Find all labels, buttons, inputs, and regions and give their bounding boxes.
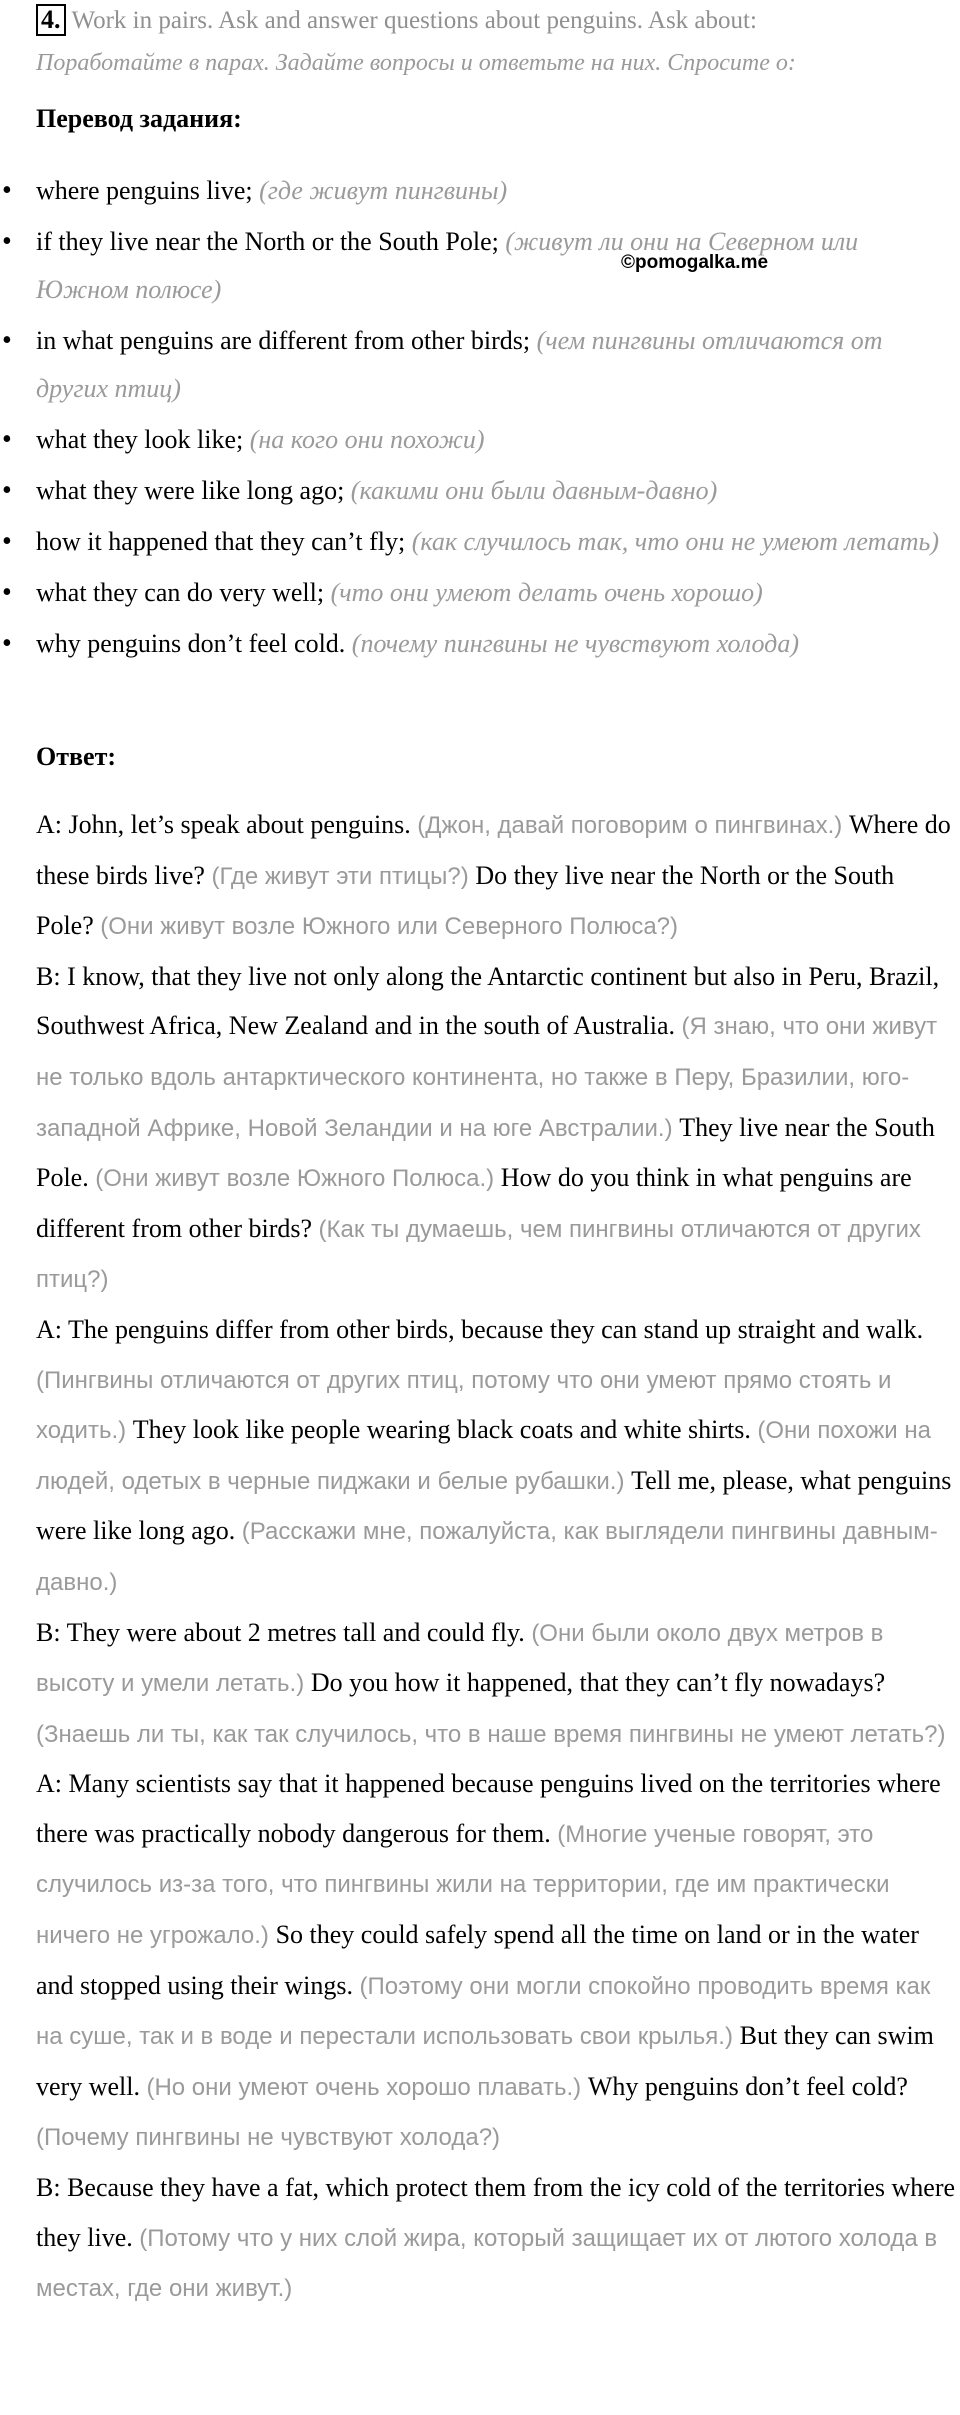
- bullet-translation: (живут ли они на Северном или Южном полюсе): [36, 227, 859, 304]
- dialogue-line: [36, 800, 956, 952]
- translation-text: (Как ты думаешь, чем пингвины отличаются от других птиц?): [36, 1215, 921, 1294]
- translation-text: (Поэтому они могли спокойно проводить время как на суше, так и в воде и перестали использовать свои крылья.): [36, 1972, 931, 2051]
- translation-text: (Многие ученые говорят, это случилось из-за того, что пингвины жили на территории, где им практически ничего не угрожало.): [36, 1820, 890, 1950]
- dialogue: [36, 800, 956, 2314]
- bullet-text: what they were like long ago;: [36, 476, 345, 505]
- english-text: B: I know, that they live not only along the Antarctic continent but also in Peru, Brazil, Southwest Africa, New Zealand and in the south of Australia.: [36, 961, 940, 1041]
- bullet-text: what they can do very well;: [36, 578, 325, 607]
- bullet-translation: (где живут пингвины): [259, 176, 508, 205]
- bullet-item: [36, 518, 946, 566]
- english-text: They look like people wearing black coats and white shirts.: [132, 1415, 758, 1445]
- dialogue-line: [36, 2163, 956, 2314]
- english-text: Where do these birds live?: [36, 810, 951, 890]
- translation-text: (Пингвины отличаются от других птиц, потому что они умеют прямо стоять и ходить.): [36, 1366, 892, 1445]
- bullet-text: where penguins live;: [36, 176, 253, 205]
- task-header: [36, 4, 757, 36]
- translation-text: (Но они умеют очень хорошо плавать.): [146, 2073, 588, 2101]
- bullet-item: [36, 416, 946, 464]
- bullet-translation: (какими они были давным-давно): [350, 476, 718, 505]
- bullet-item: [36, 317, 946, 413]
- english-text: A: John, let’s speak about penguins.: [36, 810, 418, 839]
- bullet-item: [36, 218, 946, 314]
- translation-heading: Перевод задания:: [36, 104, 242, 133]
- english-text: Tell me, please, what penguins were like long ago.: [36, 1465, 952, 1546]
- bullet-item: [36, 569, 946, 617]
- translation-text: (Они похожи на людей, одетых в черные пиджаки и белые рубашки.): [36, 1417, 931, 1495]
- bullet-item: [36, 467, 946, 515]
- english-text: But they can swim very well.: [36, 2021, 934, 2101]
- translation-text: (Они живут возле Южного Полюса.): [95, 1165, 501, 1193]
- translation-text: (Где живут эти птицы?): [211, 862, 476, 890]
- english-text: Do you how it happened, that they can’t fly nowadays?: [310, 1668, 886, 1698]
- translation-text: (Джон, давай поговорим о пингвинах.): [417, 812, 849, 839]
- bullet-list: [36, 167, 946, 671]
- bullet-item: [36, 620, 946, 668]
- english-text: A: The penguins differ from other birds, because they can stand up straight and walk.: [36, 1314, 924, 1344]
- translation-text: (Потому что у них слой жира, который защищает их от лютого холода в местах, где они живут.): [36, 2224, 938, 2303]
- bullet-text: why penguins don’t feel cold.: [36, 629, 346, 658]
- bullet-translation: (чем пингвины отличаются от других птиц): [36, 326, 883, 403]
- english-text: B: They were about 2 metres tall and could fly.: [36, 1617, 532, 1647]
- translation-text: (Почему пингвины не чувствуют холода?): [36, 2124, 501, 2152]
- dialogue-line: [36, 952, 956, 1305]
- bullet-translation: (как случилось так, что они не умеют летать): [411, 527, 939, 556]
- english-text: They live near the South Pole.: [36, 1112, 935, 1193]
- dialogue-line: [36, 1305, 956, 1608]
- translation-text: (Расскажи мне, пожалуйста, как выглядели пингвины давным-давно.): [36, 1518, 938, 1596]
- answer-heading: Ответ:: [36, 742, 117, 771]
- english-text: Why penguins don’t feel cold?: [587, 2071, 908, 2101]
- english-text: B: Because they have a fat, which protect them from the icy cold of the territories where they live.: [36, 2173, 956, 2252]
- dialogue-line: [36, 1759, 956, 2163]
- bullet-item: [36, 167, 946, 215]
- english-text: Do they live near the North or the South Pole?: [36, 860, 895, 941]
- task-instruction-ru: Поработайте в парах. Задайте вопросы и ответьте на них. Спросите о:: [36, 50, 796, 76]
- bullet-translation: (на кого они похожи): [249, 425, 485, 454]
- translation-text: (Знаешь ли ты, как так случилось, что в наше время пингвины не умеют летать?): [36, 1720, 946, 1748]
- bullet-text: if they live near the North or the South Pole;: [36, 227, 499, 256]
- translation-text: (Я знаю, что они живут не только вдоль антарктического континента, но также в Перу, Бразилии, юго-западной Африке, Новой Зеландии и на юге Австралии.): [36, 1013, 938, 1142]
- bullet-translation: (что они умеют делать очень хорошо): [330, 578, 763, 607]
- english-text: So they could safely spend all the time on land or in the water and stopped using their wings.: [36, 1920, 919, 2000]
- bullet-text: in what penguins are different from other birds;: [36, 326, 531, 355]
- english-text: A: Many scientists say that it happened because penguins lived on the territories where there was practically nobody dangerous for them.: [36, 1769, 941, 1848]
- english-text: How do you think in what penguins are different from other birds?: [36, 1163, 912, 1243]
- bullet-translation: (почему пингвины не чувствуют холода): [351, 629, 799, 658]
- task-number: 4.: [36, 4, 66, 36]
- dialogue-line: [36, 1608, 956, 1760]
- watermark: ©pomogalka.me: [621, 252, 769, 273]
- translation-text: (Они живут возле Южного или Северного Полюса?): [100, 913, 678, 941]
- task-instruction: Work in pairs. Ask and answer questions about penguins. Ask about:: [71, 7, 757, 34]
- bullet-text: how it happened that they can’t fly;: [36, 527, 406, 556]
- translation-text: (Они были около двух метров в высоту и умели летать.): [36, 1619, 884, 1698]
- bullet-text: what they look like;: [36, 425, 244, 454]
